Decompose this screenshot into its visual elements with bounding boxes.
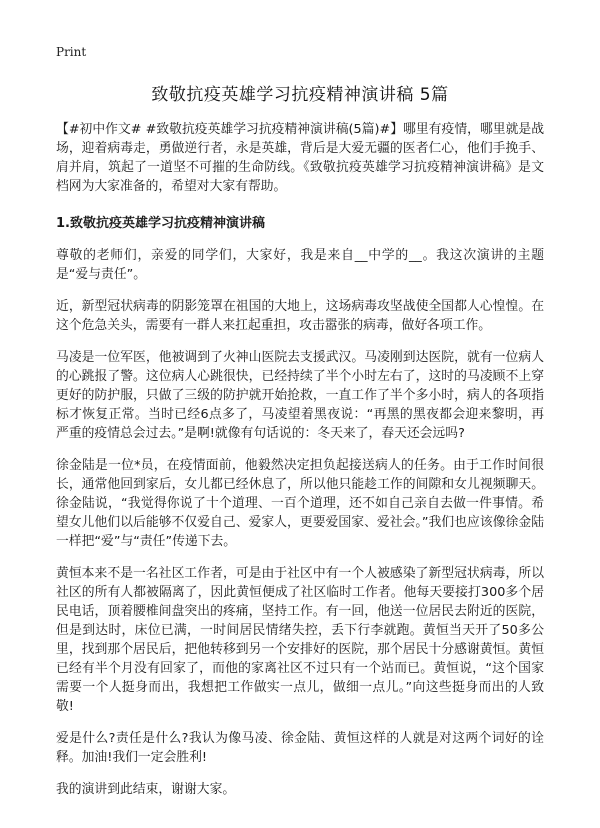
document-body	[56, 120, 544, 812]
body-paragraph: 黄恒本来不是一名社区工作者，可是由于社区中有一个人被感染了新型冠状病毒，所以社区的所有人都被隔离了，因此黄恒便成了社区临时工作者。他每天要接打300多个居民电话，顶着腰椎间盘突出的疼痛，坚持工作。有一回，他送一位居民去附近的医院，但是到达时，床位已满，一时间居民情绪失控，丢下行李就跑。黄恒当天开了50多公里，找到那个居民后，把他转移到另一个安排好的医院，那个居民十分感谢黄恒。黄恒已经有半个月没有回家了，而他的家离社区不过只有一个站而已。黄恒说，“这个国家需要一个人挺身而出，我想把工作做实一点儿，做细一点儿。”向这些挺身而出的人致敬!	[56, 566, 544, 714]
print-label[interactable]: Print	[56, 45, 87, 59]
body-paragraph: 马凌是一位军医，他被调到了火神山医院去支援武汉。马凌刚到达医院，就有一位病人的心跳报了警。这位病人心跳很快，已经持续了半个小时左右了，这时的马凌顾不上穿更好的防护服，只做了三级的防护就开始抢救，一直工作了半个多小时，病人的各项指标才恢复正常。当时已经6点多了，马凌望着黑夜说：“再黑的黑夜都会迎来黎明，再严重的疫情总会过去。”是啊!就像有句话说的：冬天来了，春天还会远吗?	[56, 350, 544, 441]
body-paragraph: 爱是什么?责任是什么?我认为像马凌、徐金陆、黄恒这样的人就是对这两个词好的诠释。加油!我们一定会胜利!	[56, 731, 544, 765]
body-paragraph: 尊敬的老师们，亲爱的同学们，大家好，我是来自__中学的__。我这次演讲的主题是“爱与责任”。	[56, 248, 544, 282]
page-title: 致敬抗疫英雄学习抗疫精神演讲稿 5篇	[151, 85, 449, 105]
body-paragraph: 近，新型冠状病毒的阴影笼罩在祖国的大地上，这场病毒攻坚战使全国都人心惶惶。在这个危急关头，需要有一群人来扛起重担，攻击嚣张的病毒，做好各项工作。	[56, 299, 544, 333]
body-paragraph: 我的演讲到此结束，谢谢大家。	[56, 782, 236, 797]
intro-paragraph: 【#初中作文# #致敬抗疫英雄学习抗疫精神演讲稿(5篇)#】哪里有疫情，哪里就是战场，迎着病毒走，勇做逆行者，永是英雄，背后是大爱无疆的医者仁心，他们手挽手、肩并肩，筑起了一道坚不可摧的生命防线。《致敬抗疫英雄学习抗疫精神演讲稿》是文档网为大家准备的，希望对大家有帮助。	[56, 122, 544, 194]
section-heading: 1.致敬抗疫英雄学习抗疫精神演讲稿	[56, 216, 265, 231]
body-paragraph: 徐金陆是一位*员，在疫情面前，他毅然决定担负起接送病人的任务。由于工作时间很长，通常他回到家后，女儿都已经休息了，所以他只能趁工作的间隙和女儿视频聊天。徐金陆说，“我觉得你说了十个道理、一百个道理，还不如自己亲自去做一件事情。希望女儿他们以后能够不仅爱自己、爱家人，更要爱国家、爱社会。”我们也应该像徐金陆一样把“爱”与“责任”传递下去。	[56, 458, 544, 549]
